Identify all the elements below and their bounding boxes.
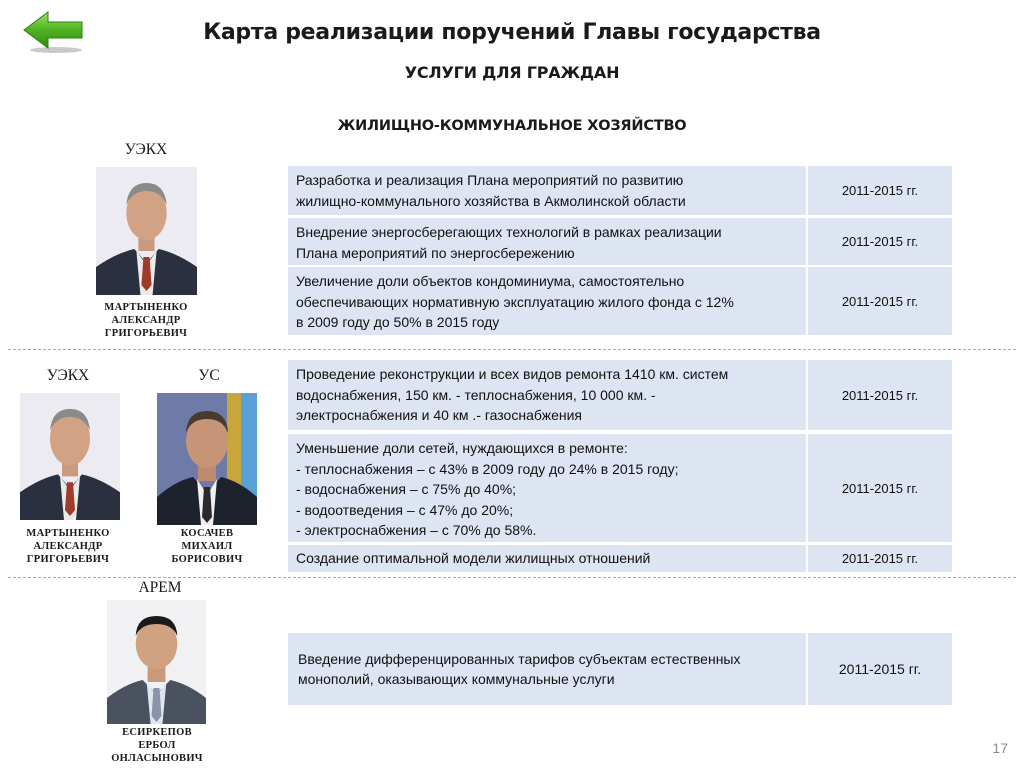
task-period: 2011-2015 гг. — [808, 218, 952, 265]
task-period: 2011-2015 гг. — [808, 434, 952, 542]
page-subtitle: УСЛУГИ ДЛЯ ГРАЖДАН — [404, 63, 620, 82]
task-description: Введение дифференцированных тарифов субъектам естественных монополий, оказывающих коммунальные услуги — [288, 633, 808, 705]
task-description: Проведение реконструкции и всех видов ремонта 1410 км. систем водоснабжения, 150 км. - теплоснабжения, 10 000 км. - электроснабжения и 40 км .- газоснабжения — [288, 360, 808, 430]
task-row — [288, 360, 952, 430]
task-description: Увеличение доли объектов кондоминиума, самостоятельно обеспечивающих нормативную эксплуатацию жилого фонда с 12% в 2009 году до 50% в 2015 году — [288, 267, 808, 335]
person1-org: УЭКХ — [124, 141, 168, 158]
person2-photo — [20, 393, 120, 520]
page-title: Карта реализации поручений Главы государства — [203, 20, 821, 45]
page-number: 17 — [992, 740, 1008, 756]
task-row — [288, 166, 952, 215]
person2-name: МАРТЫНЕНКО АЛЕКСАНДР ГРИГОРЬЕВИЧ — [26, 528, 110, 565]
person4-name: ЕСИРКЕПОВ ЕРБОЛ ОНЛАСЫНОВИЧ — [111, 727, 203, 764]
task-period: 2011-2015 гг. — [808, 545, 952, 572]
person4-photo — [107, 600, 206, 724]
task-row — [288, 267, 952, 335]
person1-name: МАРТЫНЕНКО АЛЕКСАНДР ГРИГОРЬЕВИЧ — [104, 302, 188, 339]
section-divider — [8, 349, 1016, 350]
task-row — [288, 633, 952, 705]
section-divider — [8, 577, 1016, 578]
person4-org: АРЕМ — [138, 579, 182, 596]
section-title: ЖИЛИЩНО-КОММУНАЛЬНОЕ ХОЗЯЙСТВО — [337, 118, 687, 134]
task-period: 2011-2015 гг. — [808, 633, 952, 705]
task-period: 2011-2015 гг. — [808, 267, 952, 335]
task-period: 2011-2015 гг. — [808, 166, 952, 215]
person3-name: КОСАЧЕВ МИХАИЛ БОРИСОВИЧ — [171, 528, 243, 565]
person3-photo — [157, 393, 257, 525]
person2-org: УЭКХ — [46, 367, 90, 384]
task-description: Создание оптимальной модели жилищных отношений — [288, 545, 808, 572]
task-row — [288, 434, 952, 542]
task-row — [288, 545, 952, 572]
task-description: Разработка и реализация Плана мероприятий по развитию жилищно-коммунального хозяйства в Акмолинской области — [288, 166, 808, 215]
person3-org: УС — [198, 367, 220, 384]
task-period: 2011-2015 гг. — [808, 360, 952, 430]
task-description: Уменьшение доли сетей, нуждающихся в ремонте: - теплоснабжения – с 43% в 2009 году до 24% в 2015 году; - водоснабжения – с 75% до 40%; - водоотведения – с 47% до 20%; - электроснабжения – с 70% до 58%. — [288, 434, 808, 542]
person1-photo — [96, 167, 197, 295]
task-row — [288, 218, 952, 265]
task-description: Внедрение энергосберегающих технологий в рамках реализации Плана мероприятий по энергосбережению — [288, 218, 808, 265]
